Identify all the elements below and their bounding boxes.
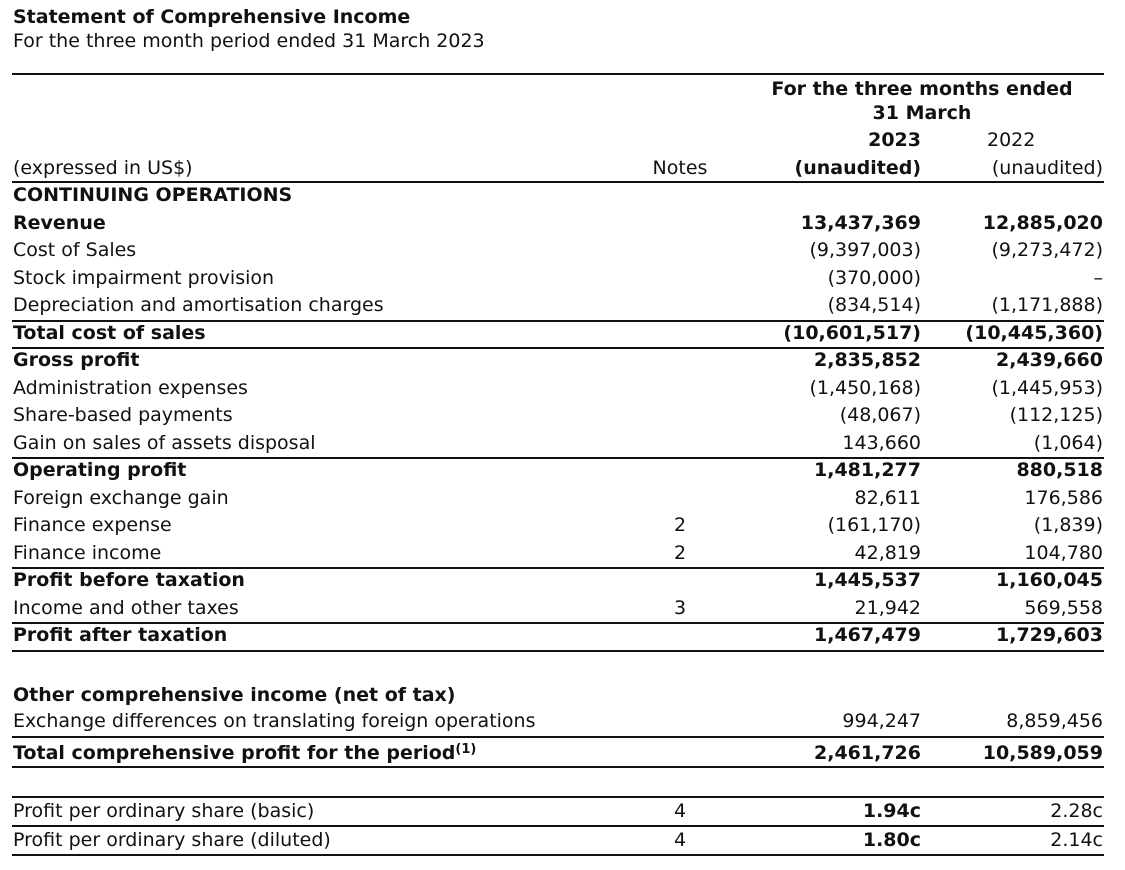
table-row (0, 265, 1125, 292)
value-2023: 143,660 (842, 432, 921, 454)
table-row (0, 347, 1125, 374)
value-2023: (370,000) (827, 267, 921, 289)
value-2023: 21,942 (854, 597, 921, 619)
row-label-profit-per-ordinary-share-diluted (13, 827, 331, 854)
value-2022: 8,859,456 (1006, 710, 1103, 732)
value-2022: 880,518 (1016, 459, 1103, 481)
value-2022: – (1093, 267, 1103, 289)
table-row (0, 708, 1125, 735)
col-2022-status: (unaudited) (991, 157, 1103, 179)
value-2023: 82,611 (854, 487, 921, 509)
row-label-text: Share-based payments (13, 404, 233, 426)
table-row (0, 540, 1125, 567)
col-2022-year: 2022 (987, 129, 1036, 151)
table-row (0, 292, 1125, 319)
row-divider (12, 567, 1104, 569)
value-2023: 42,819 (854, 542, 921, 564)
value-2022: 10,589,059 (982, 742, 1103, 764)
row-label-cost-of-sales (13, 237, 136, 264)
value-2022: (112,125) (1009, 404, 1103, 426)
value-2023: (48,067) (839, 404, 921, 426)
oci-heading: Other comprehensive income (net of tax) (13, 684, 456, 706)
statement-title: Statement of Comprehensive Income (13, 6, 411, 28)
notes-column-header: Notes (652, 157, 708, 179)
row-label-text: Stock impairment provision (13, 267, 275, 289)
row-label-total-cost-of-sales (13, 320, 206, 347)
row-label-profit-per-ordinary-share-basic (13, 798, 314, 825)
row-label-text: Gain on sales of assets disposal (13, 432, 316, 454)
value-2023: 2,461,726 (814, 742, 921, 764)
value-2023: (9,397,003) (809, 239, 921, 261)
table-row (0, 740, 1125, 767)
top-rule (12, 73, 1104, 75)
value-2023: (1,450,168) (809, 377, 921, 399)
table-row (0, 320, 1125, 347)
col-2023-status: (unaudited) (794, 157, 921, 179)
value-2022: (1,445,953) (991, 377, 1103, 399)
value-2022: (1,171,888) (991, 294, 1103, 316)
row-note: 3 (673, 597, 687, 619)
value-2023: 994,247 (842, 710, 921, 732)
row-label-stock-impairment-provision (13, 265, 274, 292)
row-label-text: Cost of Sales (13, 239, 137, 261)
row-label-text: CONTINUING OPERATIONS (13, 184, 293, 206)
row-divider (12, 854, 1104, 856)
value-2023: (161,170) (827, 514, 921, 536)
table-row (0, 182, 1125, 209)
row-label-text: Finance expense (13, 514, 172, 536)
row-label-operating-profit (13, 457, 186, 484)
row-divider (12, 347, 1104, 349)
row-divider (12, 457, 1104, 459)
row-label-continuing-operations (13, 182, 292, 209)
row-note: 2 (673, 542, 687, 564)
value-2023: 2,835,852 (814, 349, 921, 371)
row-label-finance-income (13, 540, 161, 567)
table-row (0, 402, 1125, 429)
table-row (0, 622, 1125, 649)
table-row (0, 430, 1125, 457)
row-label-profit-before-taxation (13, 567, 245, 594)
value-2023: 1.94c (862, 800, 921, 822)
statement-subtitle: For the three month period ended 31 March 2023 (13, 30, 485, 52)
row-label-depreciation-and-amortisation-charges (13, 292, 384, 319)
row-divider (12, 766, 1104, 768)
currency-note: (expressed in US$) (13, 157, 193, 179)
row-note: 2 (673, 514, 687, 536)
row-label-gross-profit (13, 347, 139, 374)
row-label-text: Finance income (13, 542, 162, 564)
period-header-line2: 31 March (872, 102, 972, 124)
row-label-text: Total cost of sales (13, 322, 206, 344)
value-2023: (834,514) (827, 294, 921, 316)
row-divider (12, 736, 1104, 738)
row-label-text: Depreciation and amortisation charges (13, 294, 384, 316)
value-2022: 104,780 (1024, 542, 1103, 564)
table-row (0, 827, 1125, 854)
table-row (0, 210, 1125, 237)
value-2023: (10,601,517) (783, 322, 921, 344)
row-divider (12, 650, 1104, 652)
row-divider (12, 796, 1104, 798)
value-2022: 12,885,020 (982, 212, 1103, 234)
row-note: 4 (673, 800, 687, 822)
row-label-text: Total comprehensive profit for the period (13, 742, 456, 764)
row-divider (12, 825, 1104, 827)
period-header-line1: For the three months ended (771, 78, 1073, 100)
value-2022: (1,839) (1033, 514, 1103, 536)
col-2023-year: 2023 (868, 129, 921, 151)
row-label-text: Profit per ordinary share (diluted) (13, 829, 331, 851)
row-label-share-based-payments (13, 402, 233, 429)
row-label-text: Exchange differences on translating foreign operations (13, 710, 536, 732)
row-label-text: Profit after taxation (13, 624, 228, 646)
table-row (0, 485, 1125, 512)
row-divider (12, 622, 1104, 624)
row-label-text: Foreign exchange gain (13, 487, 229, 509)
row-label-text: Revenue (13, 212, 106, 234)
row-label-text: Administration expenses (13, 377, 248, 399)
row-label-text: Gross profit (13, 349, 140, 371)
table-row (0, 457, 1125, 484)
row-label-profit-after-taxation (13, 622, 227, 649)
row-label-exchange-differences-on-translating-foreign-operations (13, 708, 535, 735)
footnote-marker: (1) (455, 742, 477, 757)
row-label-total-comprehensive-profit-for-the-period (13, 740, 476, 767)
value-2023: 1,445,537 (814, 569, 921, 591)
row-label-text: Operating profit (13, 459, 187, 481)
row-note: 4 (673, 829, 687, 851)
value-2022: (10,445,360) (965, 322, 1103, 344)
table-row (0, 567, 1125, 594)
table-row (0, 595, 1125, 622)
row-label-administration-expenses (13, 375, 248, 402)
row-label-revenue (13, 210, 106, 237)
value-2022: 1,729,603 (996, 624, 1103, 646)
row-label-foreign-exchange-gain (13, 485, 229, 512)
table-row (0, 512, 1125, 539)
value-2022: 176,586 (1024, 487, 1103, 509)
value-2023: 1.80c (862, 829, 921, 851)
row-label-text: Income and other taxes (13, 597, 239, 619)
row-label-finance-expense (13, 512, 172, 539)
row-label-gain-on-sales-of-assets-disposal (13, 430, 316, 457)
value-2022: 2.28c (1050, 800, 1103, 822)
row-label-text: Profit before taxation (13, 569, 245, 591)
row-divider (12, 320, 1104, 322)
value-2023: 1,467,479 (814, 624, 921, 646)
value-2022: 2,439,660 (996, 349, 1103, 371)
value-2022: (1,064) (1033, 432, 1103, 454)
table-row (0, 798, 1125, 825)
table-row (0, 237, 1125, 264)
value-2022: 2.14c (1050, 829, 1103, 851)
table-row (0, 375, 1125, 402)
value-2022: 1,160,045 (996, 569, 1103, 591)
row-label-income-and-other-taxes (13, 595, 239, 622)
value-2022: 569,558 (1024, 597, 1103, 619)
value-2023: 1,481,277 (814, 459, 921, 481)
row-label-text: Profit per ordinary share (basic) (13, 800, 315, 822)
value-2023: 13,437,369 (800, 212, 921, 234)
value-2022: (9,273,472) (991, 239, 1103, 261)
